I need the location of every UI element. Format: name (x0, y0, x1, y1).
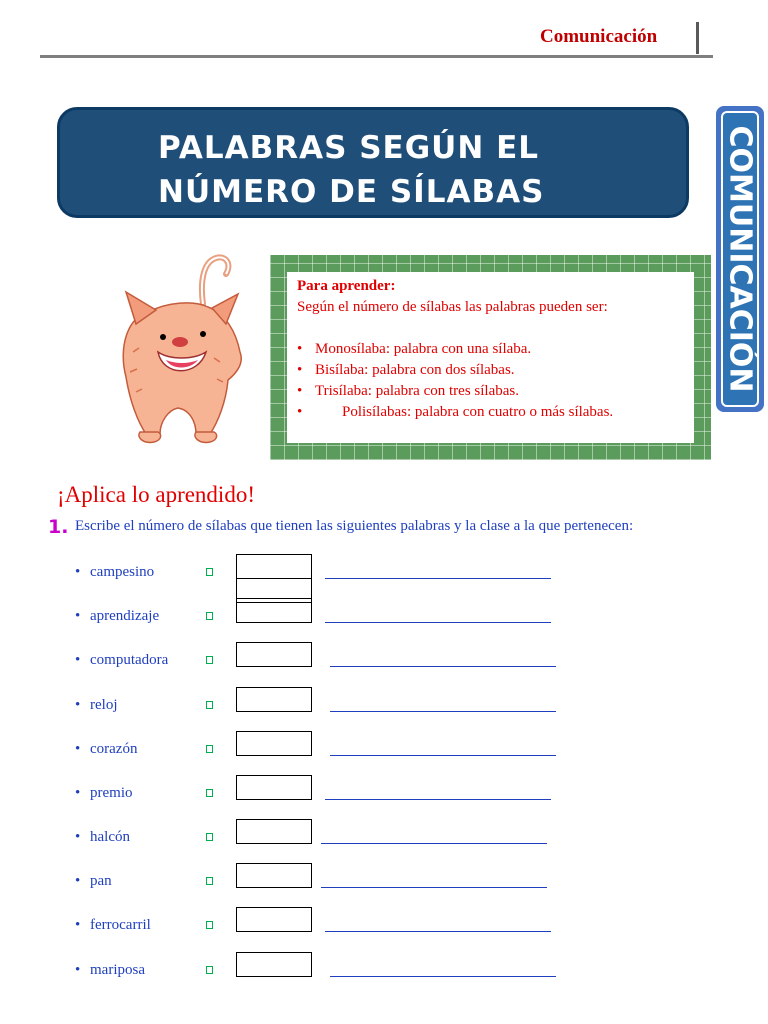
exercise-word: ferrocarril (90, 917, 151, 933)
small-checkbox-icon (206, 789, 213, 797)
answer-line[interactable] (325, 622, 551, 623)
exercise-row (0, 962, 768, 1002)
bullet: • (75, 829, 81, 845)
small-checkbox-icon (206, 921, 213, 929)
learn-item: • Monosílaba: palabra con una sílaba. (297, 339, 684, 360)
small-checkbox-icon (206, 745, 213, 753)
syllable-count-box[interactable] (236, 598, 312, 623)
header-rule (40, 55, 713, 58)
exercise-row (0, 873, 768, 913)
exercise-row (0, 608, 768, 648)
bullet: • (75, 873, 81, 889)
exercise-word: premio (90, 785, 133, 801)
bullet: • (75, 741, 81, 757)
exercise-row (0, 741, 768, 781)
syllable-count-box[interactable] (236, 554, 312, 579)
learn-box (287, 272, 694, 443)
small-checkbox-icon (206, 568, 213, 576)
syllable-count-box[interactable] (236, 863, 312, 888)
answer-line[interactable] (325, 931, 551, 932)
bullet: • (75, 785, 81, 801)
exercise-word: halcón (90, 829, 130, 845)
small-checkbox-icon (206, 612, 213, 620)
answer-line[interactable] (330, 666, 556, 667)
page-title-line-1: PALABRAS SEGÚN EL (158, 130, 540, 166)
answer-line[interactable] (321, 843, 547, 844)
side-tab-inner (721, 111, 759, 407)
apply-heading: ¡Aplica lo aprendido! (57, 482, 255, 507)
bullet: • (75, 564, 81, 580)
syllable-count-box[interactable] (236, 907, 312, 932)
learn-list (297, 339, 684, 423)
question-number: 1. (48, 516, 69, 538)
learn-item: • Polisílabas: palabra con cuatro o más sílabas. (297, 402, 684, 423)
header-vertical-bar (696, 22, 699, 54)
learn-intro: Según el número de sílabas las palabras pueden ser: (297, 299, 608, 315)
learn-item: • Bisílaba: palabra con dos sílabas. (297, 360, 684, 381)
page-title-line-2: NÚMERO DE SÍLABAS (158, 174, 545, 210)
bullet: • (75, 917, 81, 933)
small-checkbox-icon (206, 701, 213, 709)
question-text: Escribe el número de sílabas que tienen las siguientes palabras y la clase a la que pertenecen: (75, 518, 634, 534)
page-title (158, 126, 544, 214)
bullet: • (75, 608, 81, 624)
learn-box-frame (270, 255, 711, 460)
exercise-word: corazón (90, 741, 138, 757)
exercise-row (0, 652, 768, 692)
exercise-row (0, 697, 768, 737)
learn-item: • Trisílaba: palabra con tres sílabas. (297, 381, 684, 402)
small-checkbox-icon (206, 656, 213, 664)
answer-line[interactable] (330, 755, 556, 756)
exercise-word: aprendizaje (90, 608, 160, 624)
title-banner (57, 107, 689, 218)
section-header-title: Comunicación (540, 26, 658, 47)
exercise-row (0, 785, 768, 825)
side-tab (716, 106, 764, 412)
syllable-count-box[interactable] (236, 687, 312, 712)
small-checkbox-icon (206, 833, 213, 841)
syllable-count-box[interactable] (236, 952, 312, 977)
answer-line[interactable] (325, 578, 551, 579)
small-checkbox-icon (206, 966, 213, 974)
bullet: • (75, 652, 81, 668)
answer-line[interactable] (321, 887, 547, 888)
answer-line[interactable] (330, 976, 556, 977)
learn-heading: Para aprender: (297, 278, 396, 294)
exercise-word: pan (90, 873, 112, 889)
answer-line[interactable] (330, 711, 556, 712)
syllable-count-box[interactable] (236, 819, 312, 844)
exercise-row (0, 829, 768, 869)
exercise-word: computadora (90, 652, 169, 668)
exercise-row (0, 564, 768, 604)
bullet: • (75, 697, 81, 713)
syllable-count-box[interactable] (236, 775, 312, 800)
exercise-row (0, 917, 768, 957)
answer-line[interactable] (325, 799, 551, 800)
side-tab-label: COMUNICACIÓN (722, 125, 758, 393)
exercise-word: campesino (90, 564, 155, 580)
cartoon-cat-illustration (108, 252, 258, 452)
exercise-word: mariposa (90, 962, 145, 978)
syllable-count-box[interactable] (236, 642, 312, 667)
small-checkbox-icon (206, 877, 213, 885)
bullet: • (75, 962, 81, 978)
exercise-word: reloj (90, 697, 118, 713)
syllable-count-box[interactable] (236, 731, 312, 756)
